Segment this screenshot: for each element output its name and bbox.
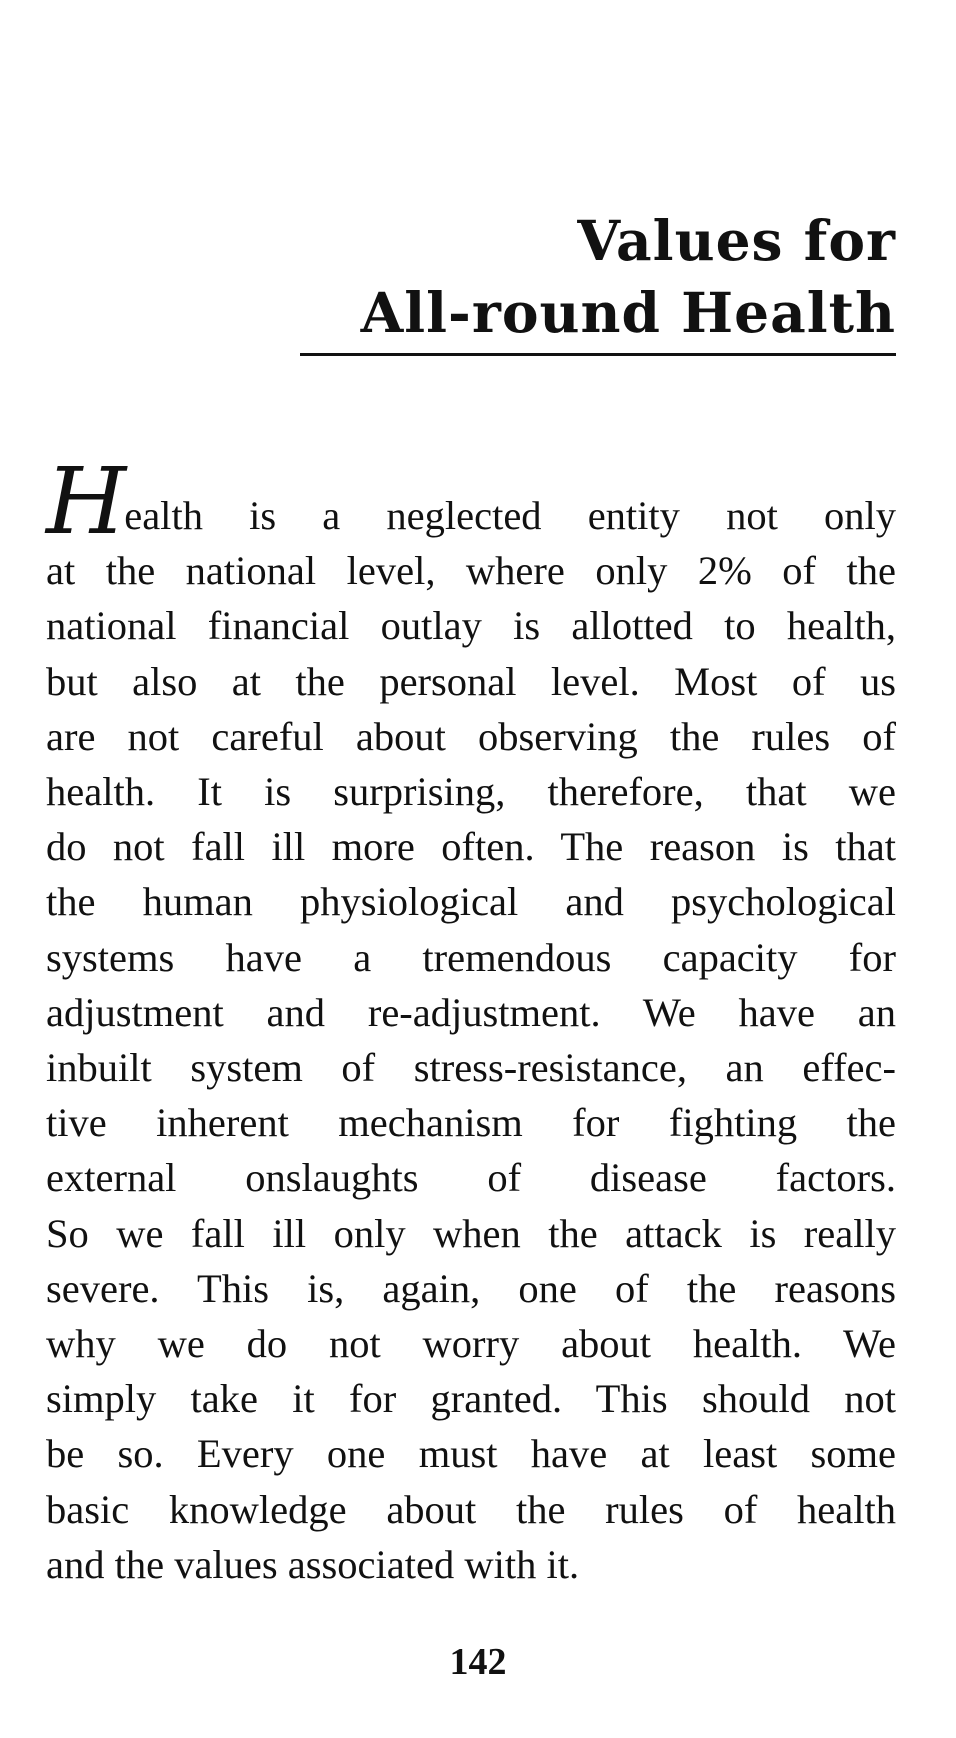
body-line: and the values associated with it. [46,1541,580,1587]
body-line: why we do not worry about health. We [46,1321,896,1367]
title-underline [300,353,896,356]
body-line: tive inherent mechanism for fighting the [46,1100,896,1146]
body-line: basic knowledge about the rules of health [46,1486,896,1532]
body-line: but also at the personal level. Most of us [46,658,896,704]
body-line: simply take it for granted. This should not [46,1376,896,1422]
body-paragraph [46,448,896,1592]
body-line: the human physiological and psychological [46,879,896,925]
body-line: national financial outlay is allotted to health, [46,603,896,649]
page-number: 142 [449,1641,507,1683]
body-line: adjustment and re-adjustment. We have an [46,989,896,1035]
body-line: health. It is surprising, therefore, that we [46,769,896,815]
drop-cap: H [46,448,125,555]
body-line: So we fall ill only when the attack is really [46,1210,896,1256]
body-line: inbuilt system of stress-resistance, an effec- [46,1045,896,1091]
body-line-text: ealth is a neglected entity not only [124,493,896,538]
chapter-title-line-2: All-round Health [360,280,896,345]
body-line: be so. Every one must have at least some [46,1431,896,1477]
body-line: systems have a tremendous capacity for [46,934,896,980]
body-line: external onslaughts of disease factors. [46,1155,896,1201]
chapter-title-line-1: Values for [577,208,896,273]
body-line: do not fall ill more often. The reason is that [46,824,896,870]
chapter-heading [300,205,896,349]
body-line: are not careful about observing the rules of [46,713,896,759]
body-line: severe. This is, again, one of the reasons [46,1265,896,1311]
body-line: at the national level, where only 2% of the [46,548,896,594]
body-line [46,448,896,555]
